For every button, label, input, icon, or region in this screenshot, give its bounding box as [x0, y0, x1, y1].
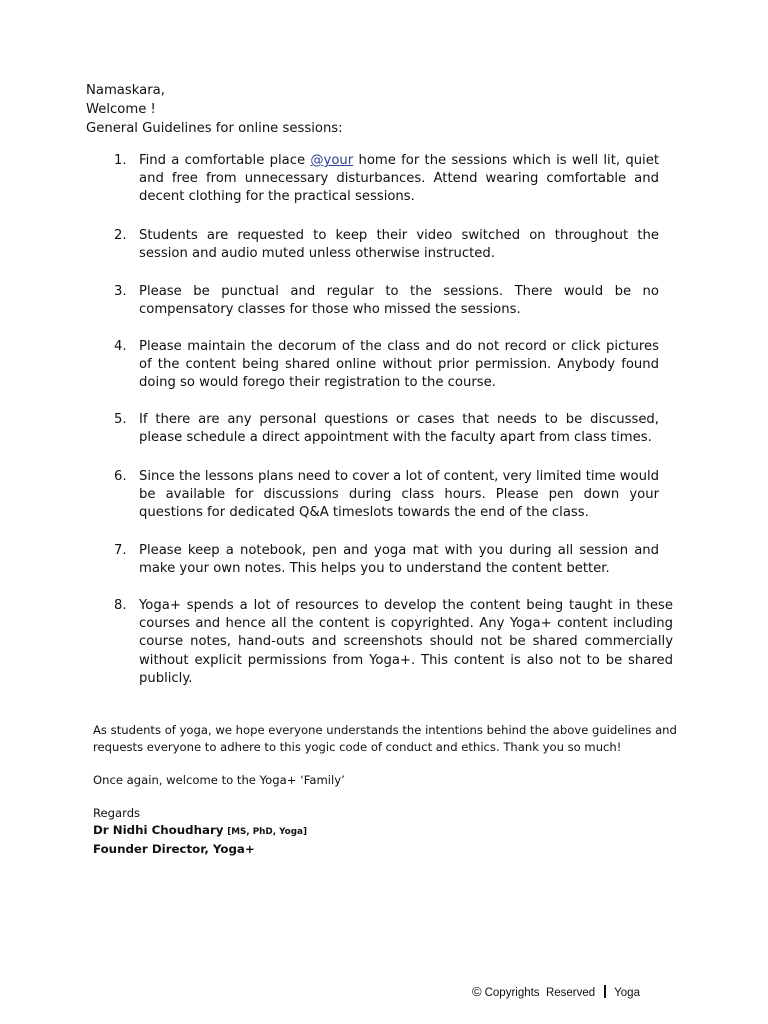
welcome-line: Welcome !	[86, 102, 156, 117]
list-number: 4.	[114, 339, 127, 354]
list-number: 6.	[114, 469, 127, 484]
closing-paragraph: As students of yoga, we hope everyone understands the intentions behind the above guidelines and requests everyone to adhere to this yogic code of conduct and ethics. Thank you so much!	[93, 723, 677, 754]
copyright-icon: ©	[472, 984, 482, 999]
signature-credentials: [MS, PhD, Yoga]	[227, 827, 307, 837]
guidelines-heading: General Guidelines for online sessions:	[86, 121, 343, 136]
salutation: Namaskara,	[86, 83, 165, 98]
list-number: 3.	[114, 284, 127, 299]
list-number: 5.	[114, 412, 127, 427]
greeting-block	[86, 81, 343, 138]
list-text: Students are requested to keep their video switched on throughout the session and audio muted unless otherwise instructed.	[139, 228, 659, 262]
list-number: 8.	[114, 598, 127, 613]
list-text: If there are any personal questions or cases that needs to be discussed, please schedule a direct appointment with the faculty apart from class times.	[139, 412, 659, 446]
copyright-text: Copyrights Reserved	[484, 987, 596, 999]
list-text: Please be punctual and regular to the sessions. There would be no compensatory classes for those who missed the sessions.	[139, 284, 659, 318]
signature-title: Founder Director, Yoga+	[93, 842, 255, 856]
list-text: Please maintain the decorum of the class and do not record or click pictures of the content being shared online without prior permission. Anybody found doing so would forego their registration to the course.	[139, 339, 659, 391]
page-footer	[472, 984, 640, 1001]
list-number: 1.	[114, 153, 127, 168]
list-text: Find a comfortable place @your home for the sessions which is well lit, quiet and free from unnecessary disturbances. Attend wearing comfortable and decent clothing for the practical sessions.	[139, 153, 660, 205]
signature-name-line	[93, 822, 683, 841]
list-text: Since the lessons plans need to cover a lot of content, very limited time would be available for discussions during class hours. Please pen down your questions for dedicated Q&A timeslots towards the end of the class.	[139, 469, 659, 521]
list-number: 2.	[114, 228, 127, 243]
welcome-family-line: Once again, welcome to the Yoga+ ‘Family’	[93, 773, 345, 787]
signature-name: Dr Nidhi Choudhary	[93, 823, 224, 837]
closing-block	[93, 722, 683, 858]
footer-divider	[604, 985, 606, 998]
regards-line: Regards	[93, 806, 141, 820]
list-text: Please keep a notebook, pen and yoga mat with you during all session and make your own notes. This helps you to understand the content better.	[139, 543, 659, 577]
list-text: Yoga+ spends a lot of resources to develop the content being taught in these courses and hence all the content is copyrighted. Any Yoga+ content including course notes, hand-outs and screenshots should not be shared commercially without explicit permissions from Yoga+. This content is also not to be shared publicly.	[139, 598, 673, 686]
footer-brand: Yoga	[614, 987, 640, 999]
list-number: 7.	[114, 543, 127, 558]
your-link[interactable]: @your	[310, 153, 354, 168]
